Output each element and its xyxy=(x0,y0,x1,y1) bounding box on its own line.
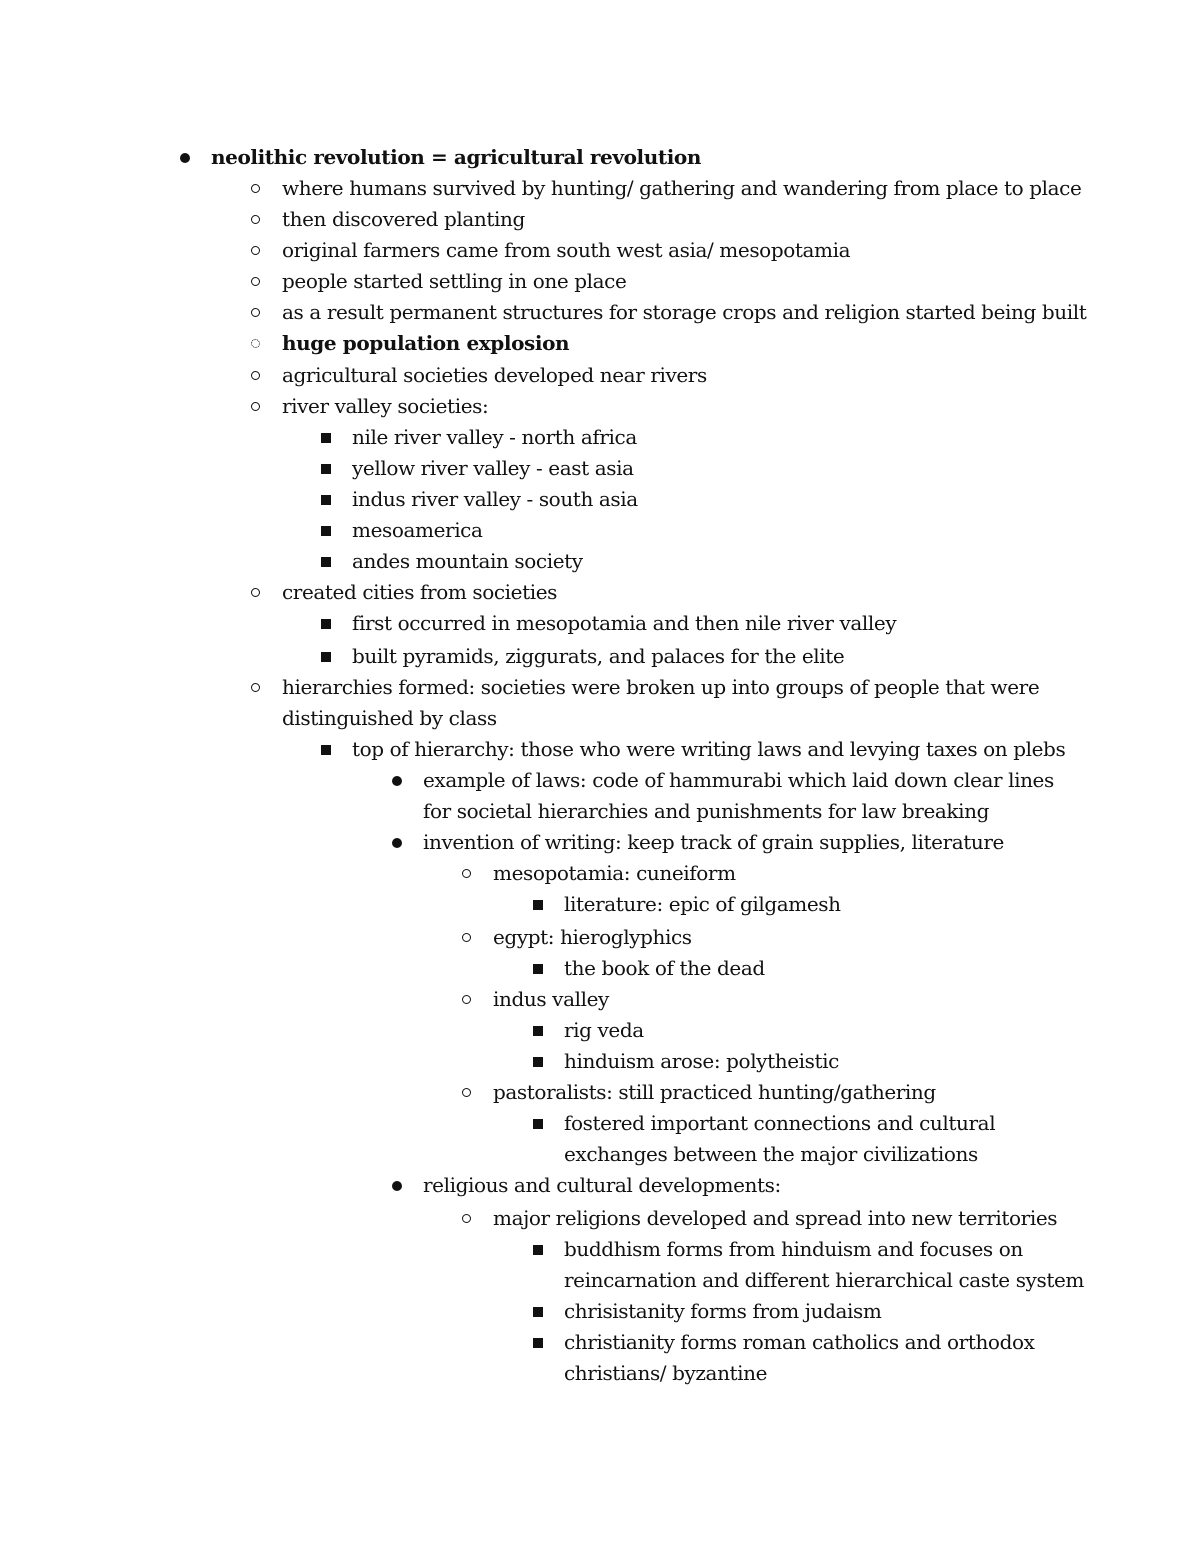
note-line xyxy=(0,266,1200,297)
note-line xyxy=(0,1358,1200,1389)
note-text: nile river valley - north africa xyxy=(352,425,637,449)
note-line xyxy=(0,297,1200,328)
filled-square-bullet-icon xyxy=(533,900,543,910)
filled-square-bullet-icon xyxy=(533,1307,543,1317)
note-line xyxy=(0,922,1200,953)
note-line xyxy=(0,142,1200,173)
note-text: andes mountain society xyxy=(352,549,583,573)
note-line xyxy=(0,453,1200,484)
note-line xyxy=(0,391,1200,422)
note-line xyxy=(0,1077,1200,1108)
hollow-circle-bullet-icon xyxy=(251,371,260,380)
note-text: indus river valley - south asia xyxy=(352,487,638,511)
note-text: exchanges between the major civilizations xyxy=(564,1142,978,1166)
hollow-circle-bullet-icon xyxy=(462,1214,471,1223)
note-line xyxy=(0,1203,1200,1234)
filled-square-bullet-icon xyxy=(321,745,331,755)
note-line xyxy=(0,796,1200,827)
note-line xyxy=(0,703,1200,734)
hollow-circle-bullet-icon xyxy=(251,402,260,411)
hollow-circle-bullet-icon xyxy=(251,683,260,692)
note-line xyxy=(0,1265,1200,1296)
note-text: hierarchies formed: societies were broken up into groups of people that were xyxy=(282,675,1040,699)
filled-square-bullet-icon xyxy=(321,495,331,505)
note-text: for societal hierarchies and punishments for law breaking xyxy=(423,799,989,823)
filled-square-bullet-icon xyxy=(533,1338,543,1348)
filled-square-bullet-icon xyxy=(533,1119,543,1129)
note-text: first occurred in mesopotamia and then nile river valley xyxy=(352,611,897,635)
note-line xyxy=(0,953,1200,984)
note-text: river valley societies: xyxy=(282,394,489,418)
note-line xyxy=(0,204,1200,235)
note-text: indus valley xyxy=(493,987,609,1011)
note-line xyxy=(0,328,1200,359)
note-line xyxy=(0,546,1200,577)
filled-square-bullet-icon xyxy=(321,652,331,662)
note-text: reincarnation and different hierarchical caste system xyxy=(564,1268,1084,1292)
note-line xyxy=(0,1170,1200,1201)
note-text: the book of the dead xyxy=(564,956,765,980)
note-text: original farmers came from south west asia/ mesopotamia xyxy=(282,238,851,262)
hollow-circle-bullet-icon xyxy=(251,184,260,193)
note-line xyxy=(0,1015,1200,1046)
note-text: where humans survived by hunting/ gathering and wandering from place to place xyxy=(282,176,1082,200)
note-text: mesoamerica xyxy=(352,518,483,542)
hollow-circle-bullet-icon xyxy=(251,215,260,224)
note-line xyxy=(0,173,1200,204)
filled-disc-bullet-icon xyxy=(392,776,402,786)
note-text: literature: epic of gilgamesh xyxy=(564,892,841,916)
hollow-circle-bullet-icon xyxy=(251,277,260,286)
note-text: religious and cultural developments: xyxy=(423,1173,781,1197)
filled-disc-bullet-icon xyxy=(392,838,402,848)
hollow-circle-bullet-icon xyxy=(462,1088,471,1097)
note-text: distinguished by class xyxy=(282,706,497,730)
filled-square-bullet-icon xyxy=(321,619,331,629)
note-line xyxy=(0,734,1200,765)
note-line xyxy=(0,765,1200,796)
hollow-circle-bullet-icon xyxy=(462,933,471,942)
note-text: christians/ byzantine xyxy=(564,1361,768,1385)
note-line xyxy=(0,608,1200,639)
note-line xyxy=(0,422,1200,453)
note-line xyxy=(0,641,1200,672)
note-line xyxy=(0,827,1200,858)
filled-disc-bullet-icon xyxy=(180,153,190,163)
filled-square-bullet-icon xyxy=(533,964,543,974)
note-line xyxy=(0,1046,1200,1077)
note-line xyxy=(0,360,1200,391)
note-text: chrisistanity forms from judaism xyxy=(564,1299,882,1323)
filled-square-bullet-icon xyxy=(321,433,331,443)
filled-disc-bullet-icon xyxy=(392,1181,402,1191)
note-line xyxy=(0,515,1200,546)
note-line xyxy=(0,1234,1200,1265)
note-text: invention of writing: keep track of grain supplies, literature xyxy=(423,830,1004,854)
filled-square-bullet-icon xyxy=(533,1057,543,1067)
note-text: top of hierarchy: those who were writing laws and levying taxes on plebs xyxy=(352,737,1066,761)
note-line xyxy=(0,235,1200,266)
note-text: buddhism forms from hinduism and focuses on xyxy=(564,1237,1023,1261)
note-text: mesopotamia: cuneiform xyxy=(493,861,736,885)
note-line xyxy=(0,672,1200,703)
note-line xyxy=(0,984,1200,1015)
note-text: built pyramids, ziggurats, and palaces for the elite xyxy=(352,644,845,668)
note-text: then discovered planting xyxy=(282,207,525,231)
note-text: agricultural societies developed near rivers xyxy=(282,363,707,387)
note-line xyxy=(0,484,1200,515)
note-line xyxy=(0,889,1200,920)
note-text: egypt: hieroglyphics xyxy=(493,925,692,949)
note-line xyxy=(0,1108,1200,1139)
note-text: pastoralists: still practiced hunting/gathering xyxy=(493,1080,936,1104)
filled-square-bullet-icon xyxy=(321,464,331,474)
note-line xyxy=(0,577,1200,608)
note-text: major religions developed and spread into new territories xyxy=(493,1206,1058,1230)
dotted-circle-bullet-icon xyxy=(251,339,260,348)
note-text: people started settling in one place xyxy=(282,269,627,293)
note-text: hinduism arose: polytheistic xyxy=(564,1049,839,1073)
hollow-circle-bullet-icon xyxy=(251,588,260,597)
note-line xyxy=(0,858,1200,889)
note-text: as a result permanent structures for storage crops and religion started being built xyxy=(282,300,1087,324)
filled-square-bullet-icon xyxy=(533,1026,543,1036)
note-text: rig veda xyxy=(564,1018,644,1042)
filled-square-bullet-icon xyxy=(321,557,331,567)
note-text: neolithic revolution = agricultural revolution xyxy=(211,145,701,169)
note-text: example of laws: code of hammurabi which laid down clear lines xyxy=(423,768,1054,792)
note-text: huge population explosion xyxy=(282,331,570,355)
hollow-circle-bullet-icon xyxy=(462,995,471,1004)
note-line xyxy=(0,1296,1200,1327)
filled-square-bullet-icon xyxy=(533,1245,543,1255)
note-line xyxy=(0,1139,1200,1170)
filled-square-bullet-icon xyxy=(321,526,331,536)
note-text: yellow river valley - east asia xyxy=(352,456,634,480)
hollow-circle-bullet-icon xyxy=(251,308,260,317)
note-line xyxy=(0,1327,1200,1358)
hollow-circle-bullet-icon xyxy=(251,246,260,255)
note-text: christianity forms roman catholics and orthodox xyxy=(564,1330,1035,1354)
hollow-circle-bullet-icon xyxy=(462,869,471,878)
note-text: created cities from societies xyxy=(282,580,558,604)
note-text: fostered important connections and cultural xyxy=(564,1111,996,1135)
